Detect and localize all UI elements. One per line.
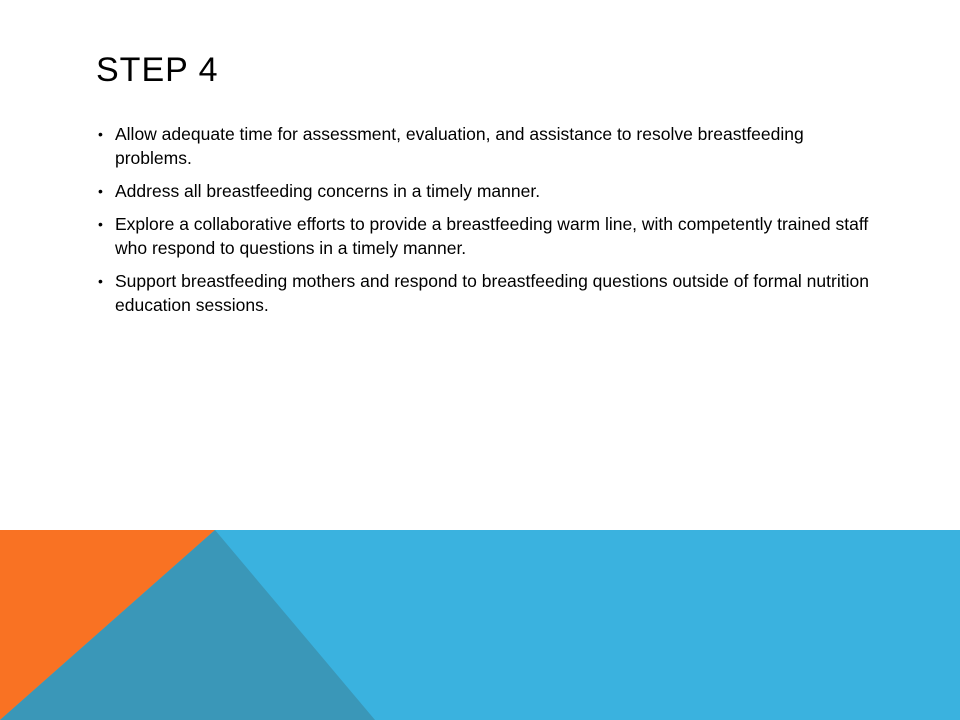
bullet-text: Support breastfeeding mothers and respond to breastfeeding questions outside of formal nutrition education sessions. — [115, 271, 869, 315]
slide-title: STEP 4 — [96, 51, 219, 89]
bullet-marker: • — [98, 273, 103, 289]
bullet-text: Explore a collaborative efforts to provide a breastfeeding warm line, with competently trained staff who respond to questions in a timely manner. — [115, 214, 869, 258]
bullet-item — [96, 212, 876, 260]
decorative-bottom-band — [0, 530, 960, 720]
bullet-list — [96, 122, 876, 326]
bullet-marker: • — [98, 216, 103, 232]
bullet-item — [96, 269, 876, 317]
bullet-item — [96, 122, 876, 170]
bullet-item — [96, 179, 876, 203]
bullet-text: Address all breastfeeding concerns in a timely manner. — [115, 181, 541, 201]
bullet-marker: • — [98, 183, 103, 199]
bullet-marker: • — [98, 126, 103, 142]
bullet-text: Allow adequate time for assessment, evaluation, and assistance to resolve breastfeeding problems. — [115, 124, 804, 168]
